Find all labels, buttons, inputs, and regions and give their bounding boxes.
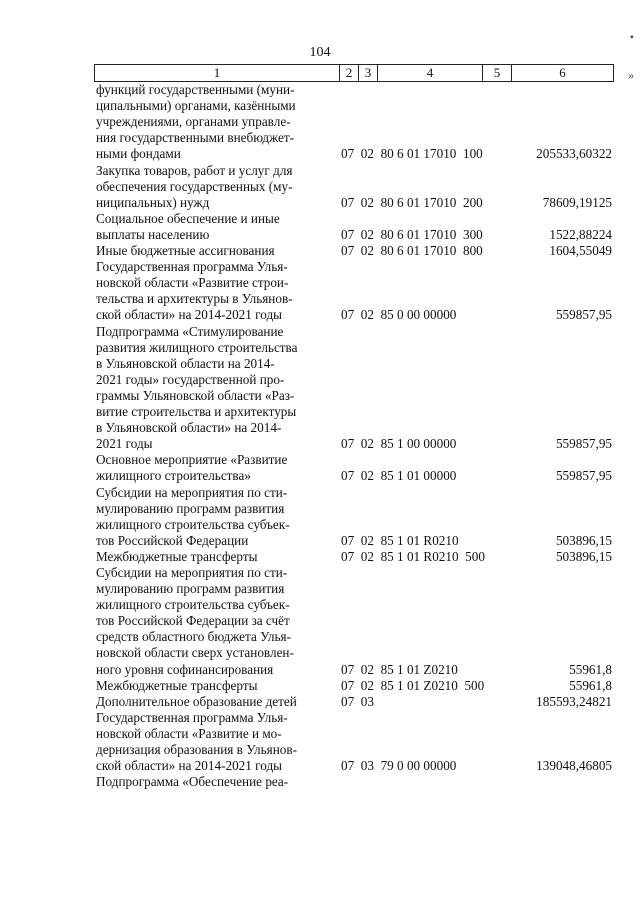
row-codes: 07 02 85 1 00 00000 [341, 436, 457, 452]
row-codes: 07 03 79 0 00 00000 [341, 758, 457, 774]
description-line: ния государственными внебюджет- [96, 130, 295, 146]
description-line: 2021 годы [96, 436, 153, 452]
description-line: ципальными) органами, казёнными [96, 98, 296, 114]
description-line: обеспечения государственных (му- [96, 178, 293, 194]
row-description [96, 694, 340, 710]
row-amount: 55961,8 [569, 661, 612, 677]
row-amount: 1522,88224 [549, 226, 612, 242]
description-line: Государственная программа Улья- [96, 259, 288, 275]
margin-mark-header: » [628, 68, 634, 82]
row-description [96, 565, 340, 678]
row-amount: 139048,46805 [536, 758, 612, 774]
row-codes: 07 02 80 6 01 17010 800 [341, 243, 483, 258]
description-line: Закупка товаров, работ и услуг для [96, 162, 293, 178]
description-line: тов Российской Федерации [96, 532, 249, 548]
row-description [96, 324, 340, 453]
description-line: средств областного бюджета Улья- [96, 629, 291, 645]
description-line: Межбюджетные трансферты [96, 677, 258, 693]
row-description [96, 82, 340, 162]
description-line: витие строительства и архитектуры [96, 403, 297, 419]
description-line: развития жилищного строительства [96, 339, 298, 355]
description-line: тельства и архитектуры в Ульянов- [96, 291, 293, 307]
description-line: новской области сверх установлен- [96, 645, 294, 661]
description-line: в Ульяновской области» на 2014- [96, 420, 282, 436]
row-codes: 07 02 85 0 00 00000 [341, 307, 457, 323]
header-col-5: 5 [482, 65, 511, 81]
description-line: Подпрограмма «Стимулирование [96, 323, 284, 339]
page-number: 104 [309, 45, 331, 60]
description-line: в Ульяновской области на 2014- [96, 355, 275, 371]
row-codes: 07 02 80 6 01 17010 200 [341, 194, 483, 210]
description-line: Иные бюджетные ассигнования [96, 243, 275, 258]
row-amount: 1604,55049 [549, 243, 612, 258]
row-description [96, 710, 340, 774]
row-description [96, 211, 340, 243]
description-line: жилищного строительства субъек- [96, 516, 290, 532]
description-line: Основное мероприятие «Развитие [96, 452, 288, 468]
header-col-2: 2 [339, 65, 358, 81]
row-description [96, 678, 340, 694]
row-amount: 185593,24821 [536, 693, 612, 709]
row-description [96, 259, 340, 323]
description-line: граммы Ульяновской области «Раз- [96, 387, 295, 403]
row-codes: 07 02 85 1 01 00000 [341, 468, 457, 484]
description-line: мулированию программ развития [96, 500, 285, 516]
description-line: учреждениями, органами управле- [96, 114, 291, 130]
row-description [96, 163, 340, 211]
row-amount: 503896,15 [555, 548, 612, 564]
description-line: Субсидии на мероприятия по сти- [96, 565, 288, 580]
description-line: ного уровня софинансирования [96, 661, 274, 677]
row-codes: 07 02 85 1 01 R0210 500 [341, 548, 485, 564]
row-amount: 78609,19125 [542, 194, 612, 210]
description-line: Подпрограмма «Обеспечение реа- [96, 774, 289, 790]
row-description [96, 549, 340, 565]
row-description [96, 774, 340, 790]
margin-mark-top: • [629, 30, 634, 44]
description-line: функций государственными (муни- [96, 82, 295, 97]
description-line: Дополнительное образование детей [96, 693, 297, 709]
header-col-1: 1 [213, 65, 221, 80]
row-description [96, 243, 340, 259]
row-amount: 55961,8 [569, 677, 612, 693]
description-line: жилищного строительства» [96, 468, 251, 484]
header-col-3: 3 [358, 65, 377, 81]
description-line: новской области «Развитие и мо- [96, 725, 282, 741]
row-amount: 559857,95 [555, 307, 612, 323]
description-line: новской области «Развитие строи- [96, 275, 289, 291]
description-line: Субсидии на мероприятия по сти- [96, 484, 288, 500]
row-description [96, 452, 340, 484]
description-line: ными фондами [96, 146, 181, 162]
description-line: ской области» на 2014-2021 годы [96, 307, 283, 323]
row-amount: 559857,95 [555, 436, 612, 452]
description-line: мулированию программ развития [96, 581, 285, 597]
row-codes: 07 02 85 1 01 R0210 [341, 532, 459, 548]
row-codes: 07 02 80 6 01 17010 300 [341, 226, 483, 242]
row-codes: 07 02 85 1 01 Z0210 [341, 661, 458, 677]
row-description [96, 485, 340, 549]
description-line: Межбюджетные трансферты [96, 548, 258, 564]
row-amount: 503896,15 [555, 532, 612, 548]
row-codes: 07 03 [341, 693, 374, 709]
description-line: Социальное обеспечение и иные [96, 210, 280, 226]
description-line: тов Российской Федерации за счёт [96, 613, 290, 629]
header-col-6: 6 [511, 65, 613, 81]
row-codes: 07 02 85 1 01 Z0210 500 [341, 677, 485, 693]
row-codes: 07 02 80 6 01 17010 100 [341, 146, 483, 162]
table-header [94, 64, 614, 82]
row-amount: 205533,60322 [536, 146, 612, 162]
description-line: ской области» на 2014-2021 годы [96, 758, 283, 774]
description-line: 2021 годы» государственной про- [96, 371, 285, 387]
header-col-4: 4 [377, 65, 482, 81]
description-line: Государственная программа Улья- [96, 709, 288, 725]
description-line: жилищного строительства субъек- [96, 597, 290, 613]
description-line: выплаты населению [96, 226, 210, 242]
description-line: дернизация образования в Ульянов- [96, 742, 297, 758]
description-line: ниципальных) нужд [96, 194, 210, 210]
row-amount: 559857,95 [555, 468, 612, 484]
